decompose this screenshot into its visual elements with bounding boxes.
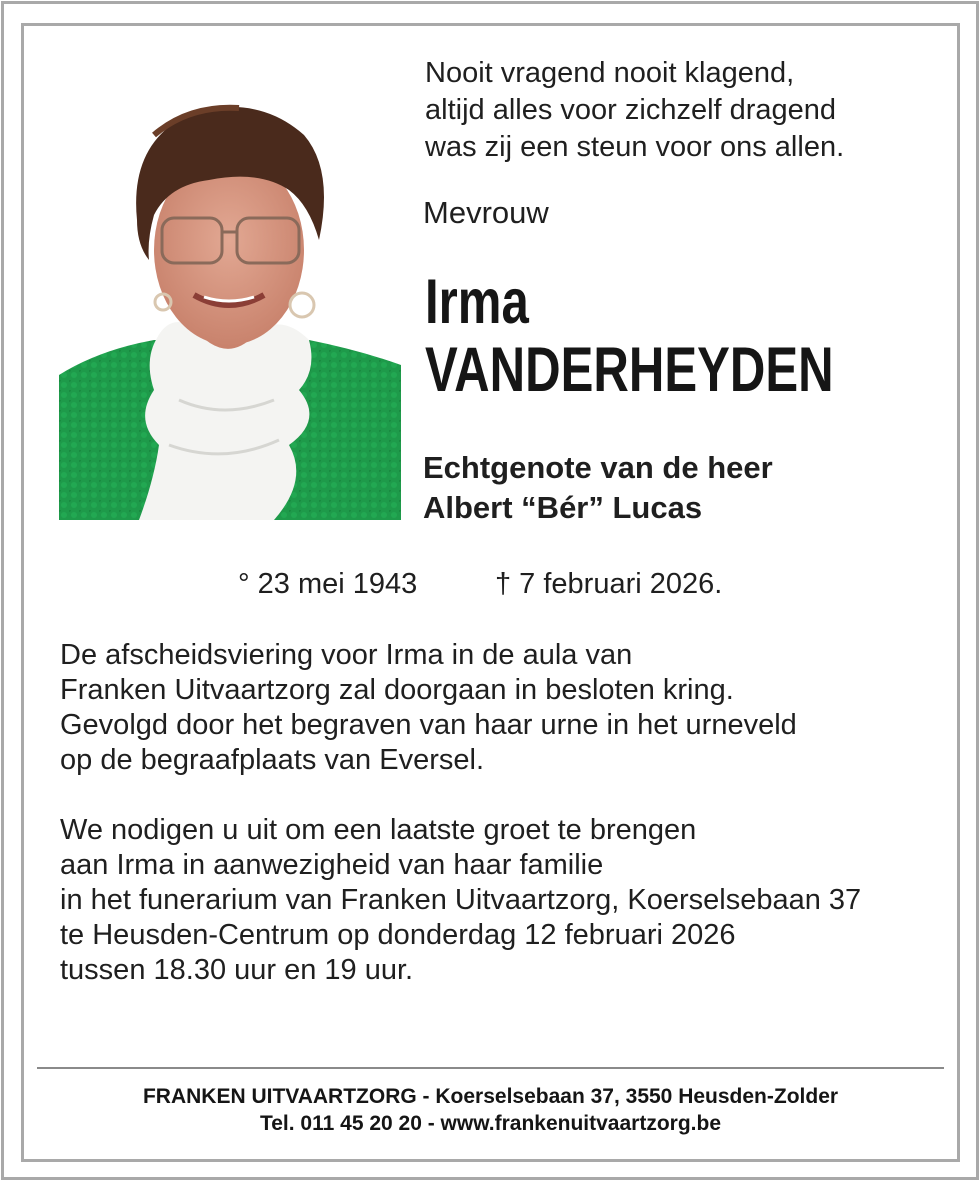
spouse-line: Echtgenote van de heer: [423, 450, 773, 485]
spouse-line: Albert “Bér” Lucas: [423, 490, 703, 525]
poem-line: was zij een steun voor ons allen.: [425, 131, 845, 163]
paragraph-line: Gevolgd door het begraven van haar urne in het urneveld: [60, 709, 797, 741]
birth-date: ° 23 mei 1943: [238, 568, 418, 600]
poem: [425, 55, 844, 166]
paragraph-line: We nodigen u uit om een laatste groet te brengen: [60, 814, 697, 846]
last-name: VANDERHEYDEN: [425, 335, 834, 405]
footer: [37, 1083, 944, 1137]
portrait-photo: [59, 100, 401, 520]
honorific-title: Mevrouw: [423, 195, 549, 230]
paragraph-line: De afscheidsviering voor Irma in de aula van: [60, 639, 633, 671]
ceremony-paragraph: [60, 638, 797, 778]
poem-line: altijd alles voor zichzelf dragend: [425, 94, 837, 126]
footer-address: FRANKEN UITVAARTZORG - Koerselsebaan 37, 3550 Heusden-Zolder: [142, 1085, 839, 1108]
visitation-paragraph: [60, 813, 861, 988]
poem-line: Nooit vragend nooit klagend,: [425, 57, 795, 89]
deceased-name: [425, 268, 834, 404]
paragraph-line: in het funerarium van Franken Uitvaartzorg, Koerselsebaan 37: [60, 884, 862, 916]
paragraph-line: tussen 18.30 uur en 19 uur.: [60, 954, 414, 986]
paragraph-line: Franken Uitvaartzorg zal doorgaan in besloten kring.: [60, 674, 734, 706]
footer-contact: Tel. 011 45 20 20 - www.frankenuitvaartzorg.be: [259, 1112, 721, 1135]
paragraph-line: op de begraafplaats van Eversel.: [60, 744, 484, 776]
paragraph-line: aan Irma in aanwezigheid van haar familie: [60, 849, 604, 881]
footer-divider: [37, 1067, 944, 1069]
spouse-info: [423, 448, 773, 528]
first-name: Irma: [425, 267, 529, 337]
paragraph-line: te Heusden-Centrum op donderdag 12 februari 2026: [60, 919, 736, 951]
death-date: † 7 februari 2026.: [495, 568, 723, 600]
